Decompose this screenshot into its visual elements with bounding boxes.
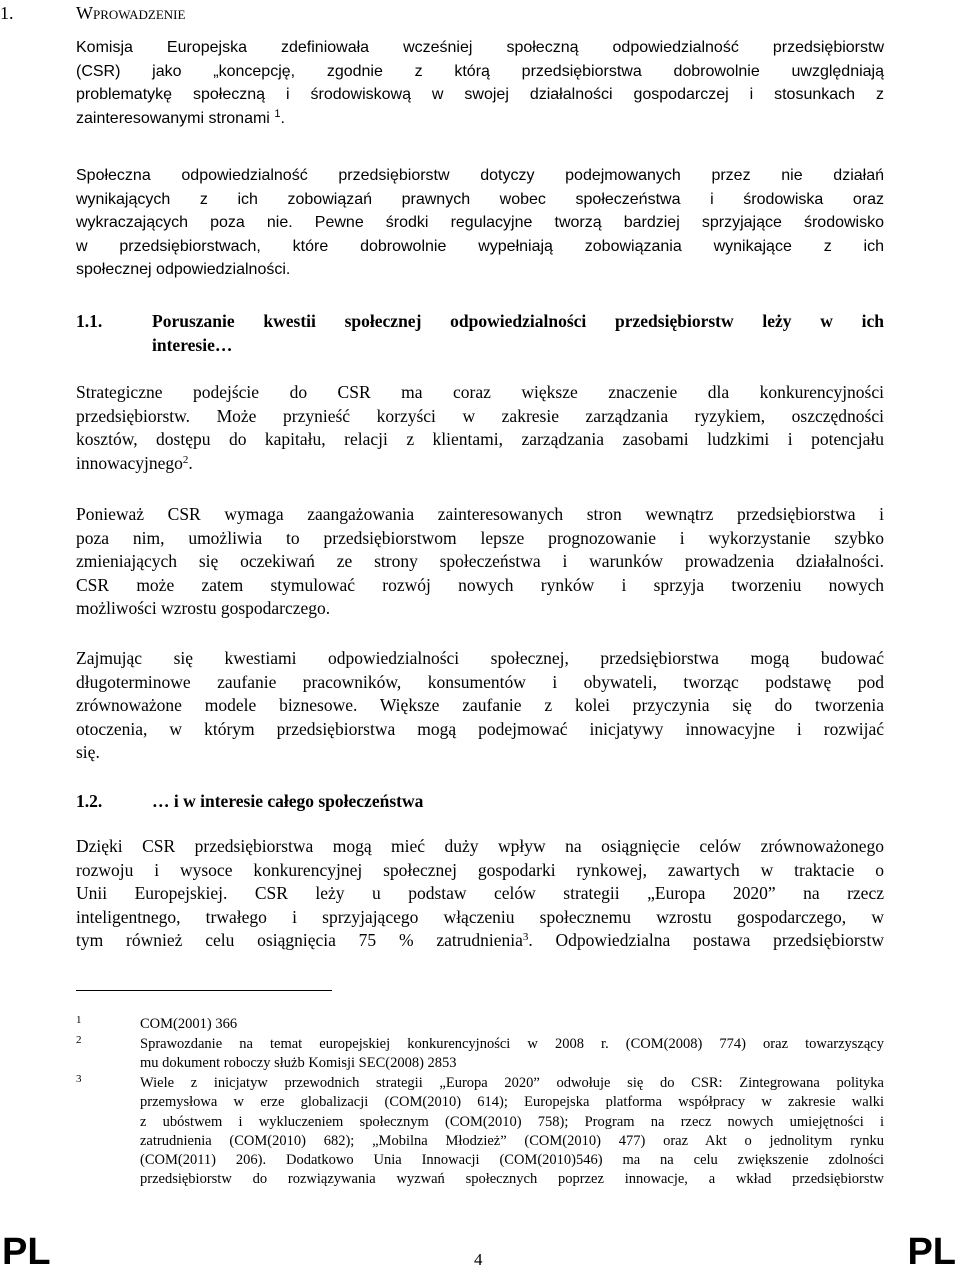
footnote-ref: 3 xyxy=(522,931,529,943)
text-fragment: innowacyjnego xyxy=(76,452,183,473)
text-line: Strategiczne podejście do CSR ma coraz większe znaczenie dla konkurencyjności xyxy=(76,382,884,402)
subsection-title xyxy=(152,790,884,814)
text-line: możliwości wzrostu gospodarczego. xyxy=(76,598,331,618)
text-line: przemysłowa w erze globalizacji (COM(2010) 614); Europejska platforma współpracy w zakresie walki xyxy=(140,1094,884,1111)
text-line: zatrudnienia (COM(2010) 682); „Mobilna Młodzież” (COM(2010) 477) oraz Akt o jednolitym rynku xyxy=(140,1132,884,1149)
paragraph-5 xyxy=(76,647,884,765)
text-line: Sprawozdanie na temat europejskiej konkurencyjności w 2008 r. (COM(2008) 774) oraz towarzyszący xyxy=(140,1036,884,1052)
text-line: Dzięki CSR przedsiębiorstwa mogą mieć duży wpływ na osiągnięcie celów zrównoważonego xyxy=(76,836,884,856)
footnote-text xyxy=(140,1015,884,1034)
footnote-number: 1 xyxy=(76,1014,82,1026)
paragraph-2 xyxy=(76,164,884,282)
text-line: otoczenia, w którym przedsiębiorstwa mogą podejmować inicjatywy innowacyjne i rozwijać xyxy=(76,718,884,739)
subsection-number: 1.2. xyxy=(76,791,103,811)
footnote-divider xyxy=(76,990,332,991)
section-heading xyxy=(0,2,186,24)
text-line: Ponieważ CSR wymaga zaangażowania zainteresowanych stron wewnątrz przedsiębiorstwa i xyxy=(76,504,884,524)
text-line: zrównoważone modele biznesowe. Większe zaufanie z kolei przyczynia się do tworzenia xyxy=(76,695,884,715)
text-line: się. xyxy=(76,742,100,762)
text-line: Komisja Europejska zdefiniowała wcześniej społeczną odpowiedzialność przedsiębiorstw xyxy=(76,39,884,56)
text-fragment: . xyxy=(188,452,193,473)
footnote-number: 2 xyxy=(76,1034,82,1046)
text-line: rozwoju i wysoce konkurencyjnej społecznej gospodarki rynkowej, zawartych w traktacie o xyxy=(76,859,884,880)
paragraph-3 xyxy=(76,381,884,475)
text-line: mu dokument roboczy służb Komisji SEC(2008) 2853 xyxy=(140,1055,457,1072)
text-line: z ubóstwem i wykluczeniem społecznym (COM(2010) 758); Program na rzecz nowych umiejętności i xyxy=(140,1113,884,1130)
text-line: Społeczna odpowiedzialność przedsiębiorstw dotyczy podejmowanych przez nie działań xyxy=(76,167,884,184)
text-line: (CSR) jako „koncepcję, zgodnie z którą przedsiębiorstwa dobrowolnie uwzględniają xyxy=(76,62,884,80)
paragraph-4 xyxy=(76,503,884,621)
text-line: poza nim, umożliwia to przedsiębiorstwom lepsze prognozowanie i wykorzystanie szybko xyxy=(76,527,884,548)
text-line: interesie… xyxy=(152,334,233,355)
text-line: społecznej odpowiedzialności. xyxy=(76,261,291,278)
text-line xyxy=(76,929,884,953)
text-line: przedsiębiorstw do rozwiązywania wyzwań społecznych poprzez innowacje, a wkład przedsiębiorstw xyxy=(140,1171,884,1188)
section-number: 1. xyxy=(0,3,14,23)
text-line: COM(2001) 366 xyxy=(140,1016,238,1032)
text-line: problematykę społeczną i środowiskową w swojej działalności gospodarczej i stosunkach z xyxy=(76,86,884,103)
paragraph-6 xyxy=(76,835,884,953)
language-code-right: PL xyxy=(907,1231,956,1273)
text-line: CSR może zatem stymulować rozwój nowych rynków i sprzyja tworzeniu nowych xyxy=(76,574,884,595)
text-line: Wiele z inicjatyw przewodnich strategii „Europa 2020” odwołuje się do CSR: Zintegrowana polityka xyxy=(140,1075,884,1091)
text-line: kosztów, dostępu do kapitału, relacji z klientami, zarządzania zasobami ludzkimi i potencjału xyxy=(76,429,884,449)
footnote-ref: 1 xyxy=(274,107,281,120)
text-line: zmieniających się oczekiwań ze strony społeczeństwa i warunków prowadzenia działalności. xyxy=(76,551,884,571)
paragraph-1 xyxy=(76,36,884,130)
text-fragment: zainteresowanymi stronami xyxy=(76,109,270,127)
text-line: wykraczających poza nie. Pewne środki regulacyjne tworzą bardziej sprzyjające środowisko xyxy=(76,214,884,231)
footnote-text xyxy=(140,1035,884,1074)
footnote-number: 3 xyxy=(76,1073,82,1085)
text-line: inteligentnego, trwałego i sprzyjającego włączeniu społecznemu wzrostu gospodarczego, w xyxy=(76,906,884,927)
text-line: (COM(2011) 206). Dodatkowo Unia Innowacji (COM(2010)546) ma na celu zwiększenie zdolności xyxy=(140,1152,884,1169)
section-title: Wprowadzenie xyxy=(76,3,186,23)
text-line: Poruszanie kwestii społecznej odpowiedzialności przedsiębiorstw leży w ich xyxy=(152,311,884,331)
text-line: w przedsiębiorstwach, które dobrowolnie wypełniają zobowiązania wynikające z ich xyxy=(76,237,884,255)
text-fragment: . Odpowiedzialna postawa przedsiębiorstw xyxy=(528,930,884,950)
text-line xyxy=(76,452,884,476)
text-line: długoterminowe zaufanie pracowników, konsumentów i obywateli, tworząc podstawę pod xyxy=(76,671,884,692)
subsection-number: 1.1. xyxy=(76,311,103,331)
page-number: 4 xyxy=(474,1250,483,1269)
subsection-title xyxy=(152,310,884,357)
text-fragment: tym również celu osiągnięcia 75 % zatrudnienia xyxy=(76,930,523,950)
text-fragment: . xyxy=(280,109,285,127)
text-line: Unii Europejskiej. CSR leży u podstaw celów strategii „Europa 2020” na rzecz xyxy=(76,883,884,903)
footnote-text xyxy=(140,1074,884,1190)
text-line: … i w interesie całego społeczeństwa xyxy=(152,791,424,811)
text-line xyxy=(76,107,884,131)
text-line: wynikających z ich zobowiązań prawnych wobec społeczeństwa i środowiska oraz xyxy=(76,190,884,208)
text-line: Zajmując się kwestiami odpowiedzialności społecznej, przedsiębiorstwa mogą budować xyxy=(76,648,884,668)
text-line: przedsiębiorstw. Może przynieść korzyści w zakresie zarządzania ryzykiem, oszczędności xyxy=(76,405,884,426)
language-code-left: PL xyxy=(2,1231,51,1273)
footnote-ref: 2 xyxy=(182,453,189,466)
